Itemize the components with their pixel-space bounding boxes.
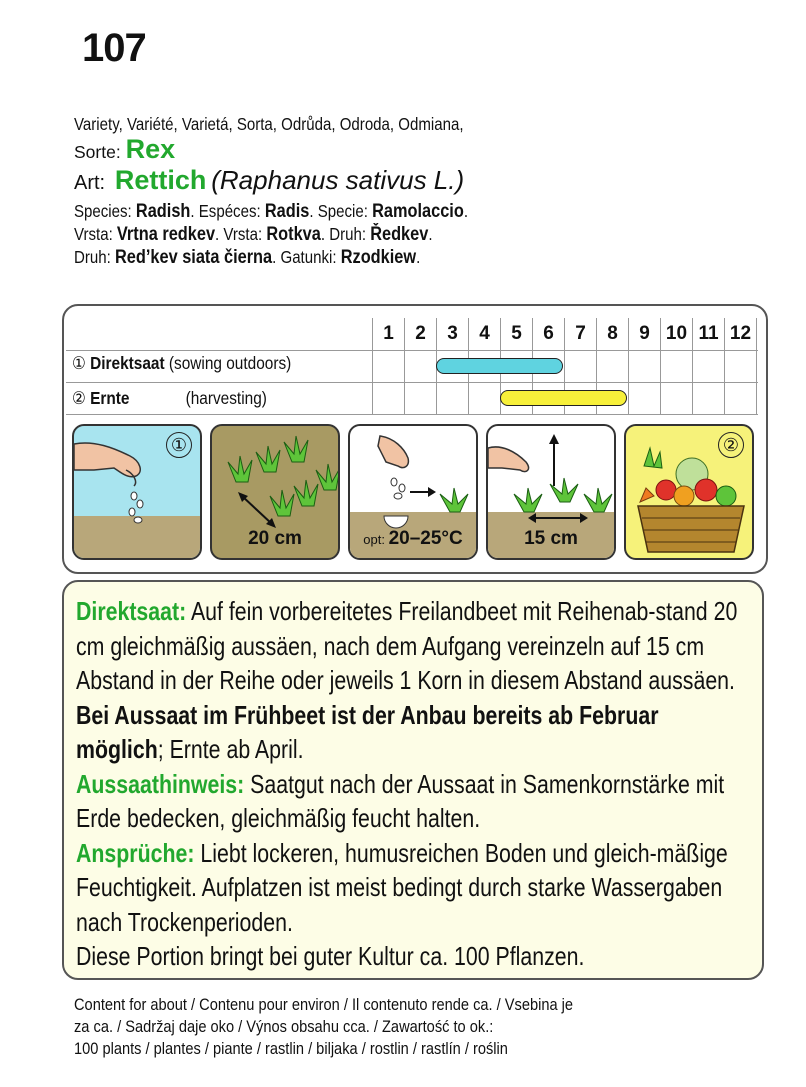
sorte-label: Sorte: — [74, 142, 121, 162]
row-name-direktsaat: Direktsaat — [90, 353, 165, 373]
month-11: 11 — [692, 318, 724, 350]
caption-temperature-prefix: opt: — [363, 532, 389, 547]
species-name: Vrtna redkev — [116, 224, 216, 245]
label-ansprueche: Ansprüche: — [76, 837, 195, 868]
text-hinweis: Saatgut nach der Aussaat in Samenkornstärke mit Erde bedecken, gleichmäßig feucht halten. — [76, 768, 725, 833]
row-translation-direktsaat: (sowing outdoors) — [168, 353, 292, 373]
species-label: . — [416, 247, 421, 267]
species-name: Rotkva — [266, 224, 321, 245]
row-label-ernte — [72, 388, 267, 409]
species-label: Vrsta: — [74, 224, 117, 244]
species-label: Species: — [74, 201, 136, 221]
variety-languages: Variety, Variété, Varietá, Sorta, Odrůda, Odroda, Odmiana, — [74, 114, 464, 134]
grid-line — [372, 318, 373, 414]
species-name: Rzodkiew — [340, 247, 417, 268]
grid-line — [66, 350, 758, 351]
pictogram-temperature — [348, 424, 478, 560]
month-7: 7 — [564, 318, 596, 350]
row-label-direktsaat — [72, 353, 291, 374]
variety-names — [74, 113, 774, 269]
text-ansprueche: Liebt lockeren, humusreichen Boden und gleich-mäßige Feuchtigkeit. Aufplatzen ist meist bedingt durch starke Wassergaben nach Trockenperioden. — [76, 837, 728, 937]
marker-2: ② — [72, 388, 86, 408]
text-portion: Diese Portion bringt bei guter Kultur ca. 100 Pflanzen. — [76, 941, 585, 971]
grid-line — [692, 318, 693, 414]
footer-line-2: za ca. / Sadržaj daje oko / Výnos obsahu cca. / Zawartość to ok.: — [74, 1017, 494, 1036]
pictogram-marker-2: ② — [718, 432, 744, 458]
month-3: 3 — [436, 318, 468, 350]
art-line — [74, 167, 774, 196]
grid-line — [66, 414, 758, 415]
species-label: . Druh: — [320, 224, 371, 244]
pictogram-marker-1: ① — [166, 432, 192, 458]
text-direktsaat-tail: ; Ernte ab April. — [157, 734, 304, 764]
sorte-line — [74, 136, 774, 165]
grid-line — [404, 318, 405, 414]
month-6: 6 — [532, 318, 564, 350]
species-label: . Gatunki: — [272, 247, 341, 267]
month-12: 12 — [724, 318, 756, 350]
sorte-value: Rex — [125, 134, 176, 164]
month-1: 1 — [372, 318, 404, 350]
species-label: . Specie: — [309, 201, 373, 221]
art-value: Rettich — [114, 165, 207, 195]
instructions-box — [62, 580, 764, 980]
species-name: Radis — [264, 201, 310, 222]
month-8: 8 — [596, 318, 628, 350]
pictogram-harvest — [624, 424, 754, 560]
row-name-ernte: Ernte — [90, 388, 130, 408]
species-label: Druh: — [74, 247, 115, 267]
calendar-panel — [62, 304, 768, 574]
species-name: Ředkev — [370, 224, 429, 245]
month-10: 10 — [660, 318, 692, 350]
month-4: 4 — [468, 318, 500, 350]
grid-line — [66, 382, 758, 383]
grid-line — [724, 318, 725, 414]
species-label: . — [428, 224, 433, 244]
species-name: Radish — [135, 201, 191, 222]
species-label: . Vrsta: — [215, 224, 267, 244]
label-direktsaat: Direktsaat: — [76, 596, 187, 626]
grid-line — [628, 318, 629, 414]
row-translation-ernte: (harvesting) — [185, 388, 267, 408]
packet-number: 107 — [82, 26, 146, 70]
art-label: Art: — [74, 172, 106, 194]
grid-line — [756, 318, 757, 414]
species-name: Red’kev siata čierna — [114, 247, 273, 268]
grid-line — [660, 318, 661, 414]
species-translations — [74, 200, 774, 269]
pictogram-sowing — [72, 424, 202, 560]
pictogram-row-spacing — [210, 424, 340, 560]
species-line — [74, 223, 676, 246]
month-5: 5 — [500, 318, 532, 350]
caption-thinning: 15 cm — [524, 528, 578, 549]
text-direktsaat-bold: Bei Aussaat im Frühbeet ist der Anbau bereits ab Februar möglich — [76, 699, 659, 764]
text-direktsaat: Auf fein vorbereitetes Freilandbeet mit Reihenab-stand 20 cm gleichmäßig aussäen, nach dem Aufgang vereinzeln auf 15 cm Abstand in der Reihe oder jeweils 1 Korn in diesem Abstand aussäen. — [76, 596, 738, 695]
pictogram-thinning — [486, 424, 616, 560]
species-line — [74, 246, 676, 269]
caption-row-spacing: 20 cm — [248, 528, 302, 549]
period-bar-ernte — [500, 390, 627, 406]
species-label: . Espéces: — [190, 201, 265, 221]
species-line — [74, 200, 676, 223]
footer-line-3: 100 plants / plantes / piante / rastlin / biljaka / rostlin / rastlín / roślin — [74, 1039, 508, 1058]
species-name: Ramolaccio — [372, 201, 464, 222]
instructions-text — [76, 594, 750, 974]
content-footer — [74, 994, 693, 1060]
species-label: . — [463, 201, 469, 221]
caption-temperature-value: 20–25°C — [388, 528, 463, 549]
marker-1: ① — [72, 353, 86, 373]
month-9: 9 — [628, 318, 660, 350]
period-bar-direktsaat — [436, 358, 563, 374]
label-hinweis: Aussaathinweis: — [76, 768, 245, 799]
footer-line-1: Content for about / Contenu pour environ / Il contenuto rende ca. / Vsebina je — [74, 995, 574, 1014]
caption-temperature — [350, 528, 476, 550]
latin-name: (Raphanus sativus L.) — [211, 165, 465, 195]
month-2: 2 — [404, 318, 436, 350]
